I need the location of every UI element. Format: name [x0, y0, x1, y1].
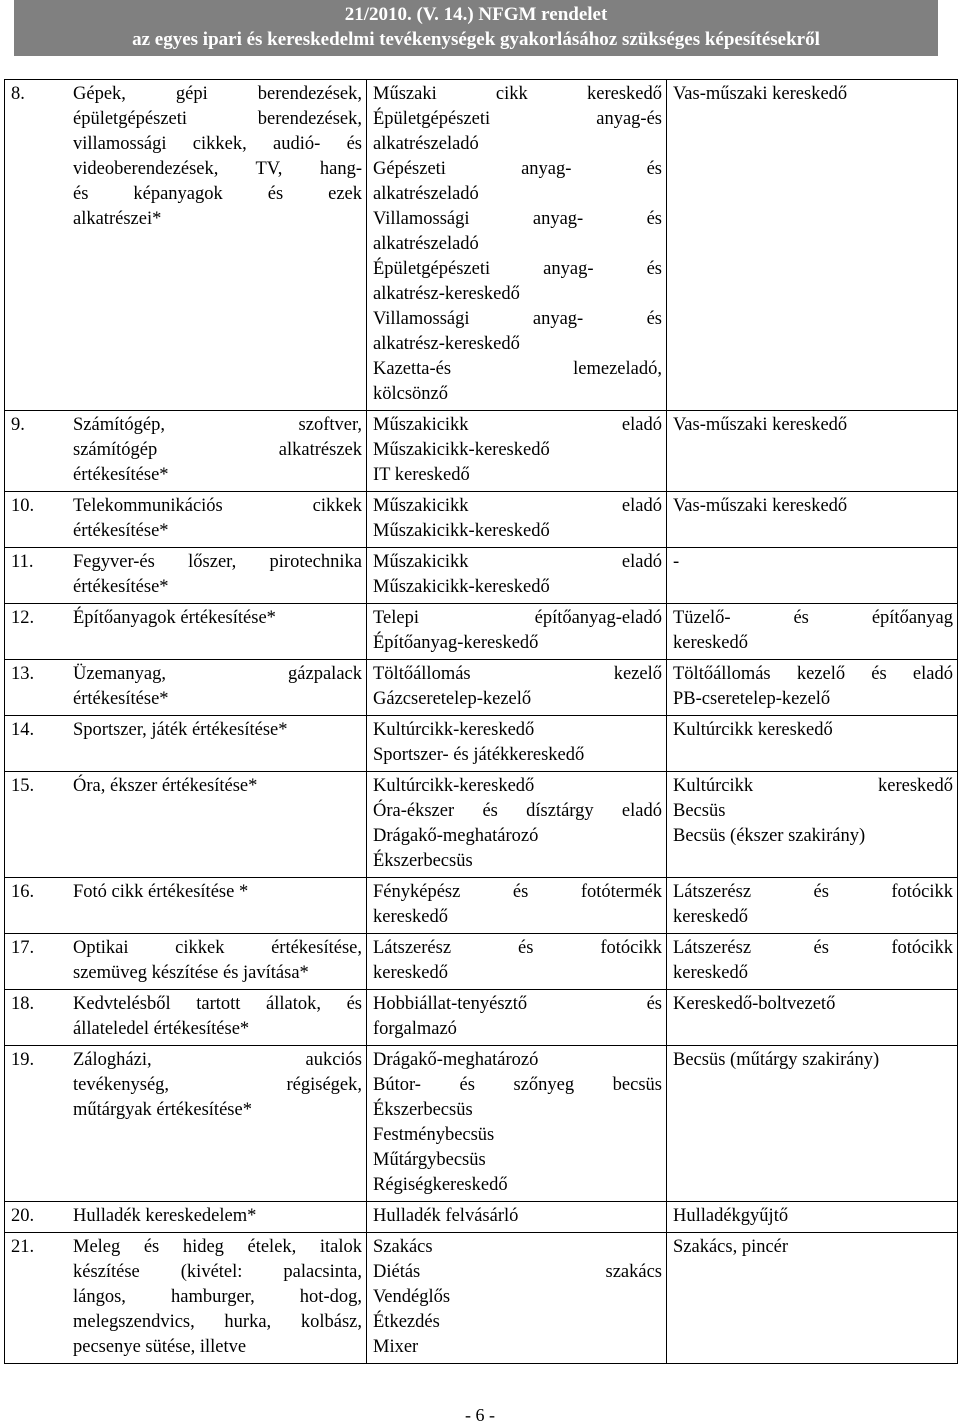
qualification-cell [367, 80, 667, 411]
qualification-cell [367, 660, 667, 716]
qualification-line: Kazetta-és lemezeladó, [373, 359, 662, 379]
page-number: - 6 - [465, 1405, 495, 1425]
category-cell [5, 990, 367, 1046]
category-text [73, 1048, 362, 1123]
qualification-line: Óra-ékszer és dísztárgy eladó [373, 801, 662, 821]
other-qualification-line: Látszerész és fotócikk [673, 938, 953, 958]
table-row [5, 990, 958, 1046]
category-line: értékesítése* [73, 521, 169, 541]
category-line: lángos, hamburger, hot-dog, [73, 1287, 362, 1307]
other-qualification-line: Kultúrcikk kereskedő [673, 720, 833, 740]
category-line: Zálogházi, aukciós [73, 1050, 362, 1070]
qualification-cell [367, 1202, 667, 1233]
qualification-cell [367, 1233, 667, 1364]
qualification-line: Drágakő-meghatározó [373, 826, 539, 846]
category-line: Fotó cikk értékesítése * [73, 882, 249, 902]
other-qualification-cell [667, 1046, 958, 1202]
qualification-line: IT kereskedő [373, 465, 470, 485]
qualifications-table [4, 79, 958, 1364]
qualification-line: Kultúrcikk-kereskedő [373, 720, 535, 740]
qualification-cell [367, 548, 667, 604]
qualification-line: Építőanyag-kereskedő [373, 633, 539, 653]
qualification-line: Festménybecsüs [373, 1125, 495, 1145]
other-qualification-line: Látszerész és fotócikk [673, 882, 953, 902]
row-number: 11. [11, 552, 34, 572]
category-cell [5, 604, 367, 660]
qualification-line: kereskedő [373, 963, 448, 983]
qualification-line: Mixer [373, 1337, 419, 1357]
qualification-line: Látszerész és fotócikk [373, 938, 662, 958]
qualification-line: Hulladék felvásárló [373, 1206, 519, 1226]
row-number: 17. [11, 938, 35, 958]
category-line: Számítógép, szoftver, [73, 415, 362, 435]
category-text [73, 82, 362, 232]
qualification-line: Gázcseretelep-kezelő [373, 689, 532, 709]
other-qualification-line: Kultúrcikk kereskedő [673, 776, 953, 796]
qualification-line: Kultúrcikk-kereskedő [373, 776, 535, 796]
category-text [73, 494, 362, 544]
qualification-cell [367, 772, 667, 878]
qualification-line: alkatrészeladó [373, 134, 479, 154]
row-number: 10. [11, 496, 35, 516]
category-cell [5, 1202, 367, 1233]
other-qualification-line: Hulladékgyűjtő [673, 1206, 789, 1226]
other-qualification-cell [667, 411, 958, 492]
category-line: műtárgyak értékesítése* [73, 1100, 252, 1120]
qualification-line: Épületgépészeti anyag- és [373, 259, 662, 279]
qualification-line: kereskedő [373, 907, 448, 927]
other-qualification-line: Vas-műszaki kereskedő [673, 496, 848, 516]
category-cell [5, 772, 367, 878]
category-text [73, 992, 362, 1042]
category-line: értékesítése* [73, 689, 169, 709]
category-cell [5, 1233, 367, 1364]
category-line: Kedvtelésből tartott állatok, és [73, 994, 362, 1014]
category-cell [5, 411, 367, 492]
category-line: Gépek, gépi berendezések, [73, 84, 362, 104]
category-line: állateledel értékesítése* [73, 1019, 250, 1039]
other-qualification-cell [667, 604, 958, 660]
other-qualification-line: Szakács, pincér [673, 1237, 789, 1257]
qualification-line: Töltőállomás kezelő [373, 664, 662, 684]
category-cell [5, 548, 367, 604]
category-text [73, 936, 362, 986]
qualification-cell [367, 934, 667, 990]
table-body [5, 80, 958, 1364]
qualification-line: Szakács [373, 1237, 433, 1257]
table-row [5, 1046, 958, 1202]
table-row [5, 411, 958, 492]
other-qualification-line: Becsüs [673, 801, 726, 821]
other-qualification-cell [667, 548, 958, 604]
qualification-line: alkatrészeladó [373, 184, 479, 204]
other-qualification-line: Töltőállomás kezelő és eladó [673, 664, 953, 684]
category-line: Meleg és hideg ételek, italok [73, 1237, 362, 1257]
other-qualification-line: kereskedő [673, 963, 748, 983]
category-text [73, 1204, 362, 1229]
table-row [5, 772, 958, 878]
row-number: 13. [11, 664, 35, 684]
qualification-line: Villamossági anyag- és [373, 309, 662, 329]
other-qualification-line: Becsüs (műtárgy szakirány) [673, 1050, 880, 1070]
qualification-line: Régiségkereskedő [373, 1175, 508, 1195]
other-qualification-line: Vas-műszaki kereskedő [673, 415, 848, 435]
category-line: Fegyver-és lőszer, pirotechnika [73, 552, 362, 572]
qualification-line: Műszakicikk eladó [373, 496, 662, 516]
qualification-line: Sportszer- és játékkereskedő [373, 745, 585, 765]
category-cell [5, 878, 367, 934]
row-number: 21. [11, 1237, 35, 1257]
qualification-cell [367, 604, 667, 660]
qualification-line: Vendéglős [373, 1287, 451, 1307]
qualification-cell [367, 492, 667, 548]
qualification-cell [367, 411, 667, 492]
row-number: 15. [11, 776, 35, 796]
other-qualification-cell [667, 934, 958, 990]
category-text [73, 718, 362, 743]
qualification-line: alkatrész-kereskedő [373, 284, 520, 304]
other-qualification-line: Tüzelő- és építőanyag [673, 608, 953, 628]
table-row [5, 548, 958, 604]
category-text [73, 550, 362, 600]
qualification-line: Műszakicikk-kereskedő [373, 440, 550, 460]
other-qualification-line: - [673, 552, 680, 572]
row-number: 12. [11, 608, 35, 628]
qualification-line: Ékszerbecsüs [373, 851, 473, 871]
category-line: tevékenység, régiségek, [73, 1075, 362, 1095]
row-number: 9. [11, 415, 25, 435]
qualification-cell [367, 878, 667, 934]
category-line: számítógép alkatrészek [73, 440, 362, 460]
other-qualification-cell [667, 716, 958, 772]
other-qualification-cell [667, 1233, 958, 1364]
other-qualification-line: Kereskedő-boltvezető [673, 994, 836, 1014]
category-line: szemüveg készítése és javítása* [73, 963, 309, 983]
qualification-line: forgalmazó [373, 1019, 457, 1039]
category-line: Telekommunikációs cikkek [73, 496, 362, 516]
category-text [73, 413, 362, 488]
category-line: értékesítése* [73, 577, 169, 597]
qualification-line: Bútor- és szőnyeg becsüs [373, 1075, 662, 1095]
category-line: villamossági cikkek, audió- és [73, 134, 362, 154]
other-qualification-cell [667, 772, 958, 878]
category-line: Optikai cikkek értékesítése, [73, 938, 362, 958]
qualification-line: Műszakicikk-kereskedő [373, 521, 550, 541]
category-cell [5, 660, 367, 716]
other-qualification-line: Becsüs (ékszer szakirány) [673, 826, 866, 846]
qualification-line: Műszaki cikk kereskedő [373, 84, 662, 104]
regulation-subtitle: az egyes ipari és kereskedelmi tevékenységek gyakorlásához szükséges képesítésekről [132, 29, 820, 50]
category-cell [5, 716, 367, 772]
qualification-line: Villamossági anyag- és [373, 209, 662, 229]
row-number: 14. [11, 720, 35, 740]
table-row [5, 1202, 958, 1233]
table-row [5, 80, 958, 411]
qualification-line: Fényképész és fotótermék [373, 882, 662, 902]
category-line: készítése (kivétel: palacsinta, [73, 1262, 362, 1282]
table-row [5, 878, 958, 934]
other-qualification-cell [667, 990, 958, 1046]
category-cell [5, 934, 367, 990]
qualification-line: Étkezdés [373, 1312, 440, 1332]
category-line: Hulladék kereskedelem* [73, 1206, 257, 1226]
table-row [5, 604, 958, 660]
category-line: értékesítése* [73, 465, 169, 485]
category-cell [5, 492, 367, 548]
regulation-title: 21/2010. (V. 14.) NFGM rendelet [344, 4, 608, 25]
other-qualification-cell [667, 492, 958, 548]
other-qualification-line: PB-cseretelep-kezelő [673, 689, 831, 709]
qualification-line: Gépészeti anyag- és [373, 159, 662, 179]
qualification-cell [367, 716, 667, 772]
category-line: Építőanyagok értékesítése* [73, 608, 276, 628]
qualification-line: alkatrész-kereskedő [373, 334, 520, 354]
document-header [14, 0, 938, 56]
category-text [73, 606, 362, 631]
category-line: Üzemanyag, gázpalack [73, 664, 362, 684]
other-qualification-line: Vas-műszaki kereskedő [673, 84, 848, 104]
row-number: 19. [11, 1050, 35, 1070]
other-qualification-cell [667, 80, 958, 411]
other-qualification-cell [667, 1202, 958, 1233]
category-line: alkatrészei* [73, 209, 162, 229]
other-qualification-cell [667, 660, 958, 716]
row-number: 20. [11, 1206, 35, 1226]
category-line: épületgépészeti berendezések, [73, 109, 362, 129]
qualification-cell [367, 990, 667, 1046]
table-row [5, 934, 958, 990]
category-line: pecsenye sütése, illetve [73, 1337, 247, 1357]
other-qualification-line: kereskedő [673, 907, 748, 927]
qualification-line: Műtárgybecsüs [373, 1150, 486, 1170]
row-number: 18. [11, 994, 35, 1014]
category-text [73, 662, 362, 712]
qualification-line: Ékszerbecsüs [373, 1100, 473, 1120]
category-text [73, 774, 362, 799]
qualification-line: Műszakicikk eladó [373, 552, 662, 572]
category-text [73, 880, 362, 905]
category-text [73, 1235, 362, 1360]
category-line: és képanyagok és ezek [73, 184, 362, 204]
category-line: videoberendezések, TV, hang- [73, 159, 362, 179]
qualification-line: Telepi építőanyag-eladó [373, 608, 662, 628]
table-row [5, 716, 958, 772]
category-line: Sportszer, játék értékesítése* [73, 720, 288, 740]
qualification-line: Diétás szakács [373, 1262, 662, 1282]
qualification-line: Hobbiállat-tenyésztő és [373, 994, 662, 1014]
category-line: melegszendvics, hurka, kolbász, [73, 1312, 362, 1332]
row-number: 8. [11, 84, 25, 104]
other-qualification-line: kereskedő [673, 633, 748, 653]
qualification-line: Épületgépészeti anyag-és [373, 109, 662, 129]
category-cell [5, 1046, 367, 1202]
qualification-line: Műszakicikk-kereskedő [373, 577, 550, 597]
qualification-line: alkatrészeladó [373, 234, 479, 254]
category-line: Óra, ékszer értékesítése* [73, 776, 258, 796]
table-row [5, 1233, 958, 1364]
qualification-line: Műszakicikk eladó [373, 415, 662, 435]
other-qualification-cell [667, 878, 958, 934]
category-cell [5, 80, 367, 411]
qualification-cell [367, 1046, 667, 1202]
row-number: 16. [11, 882, 35, 902]
qualification-line: kölcsönző [373, 384, 449, 404]
table-row [5, 492, 958, 548]
qualification-line: Drágakő-meghatározó [373, 1050, 539, 1070]
table-row [5, 660, 958, 716]
